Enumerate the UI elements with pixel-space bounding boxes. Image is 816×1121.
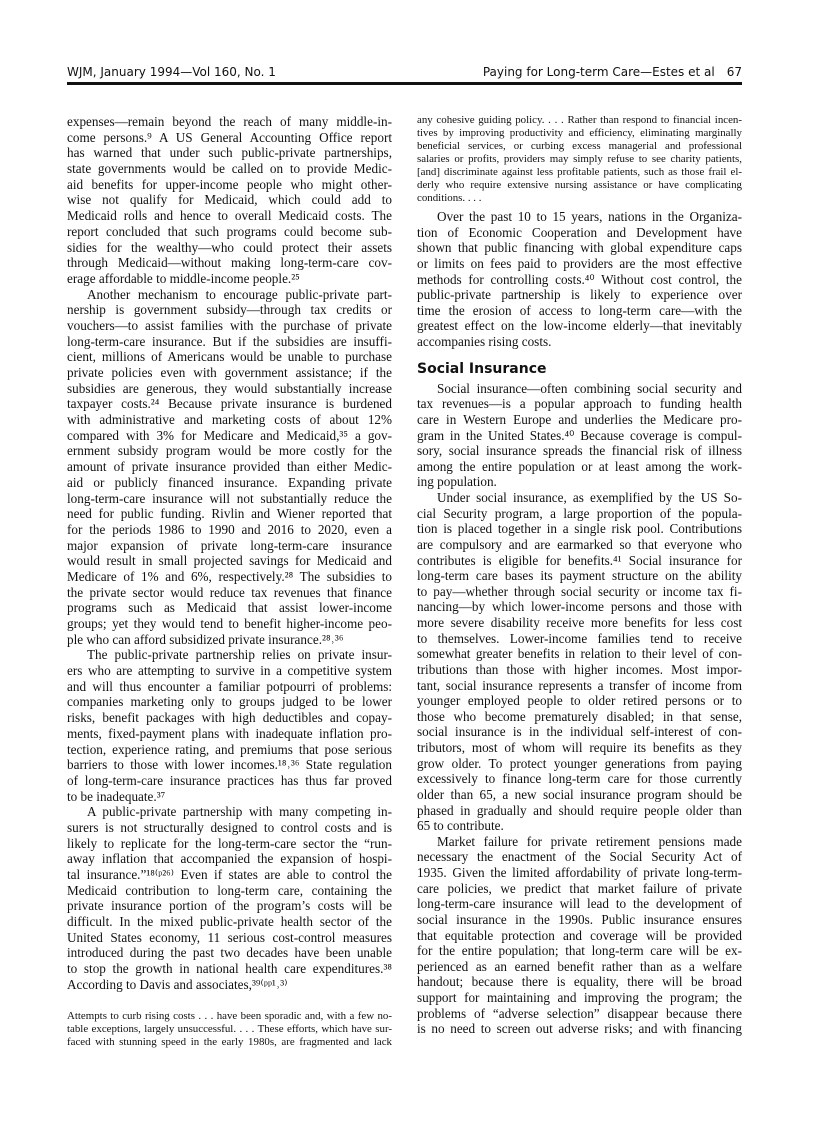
- text-line: of long-term-care insurance practices has thus far proved: [67, 772, 392, 788]
- text-line: has warned that under such public-private partnerships,: [67, 145, 392, 161]
- text-line: is no need to screen out adverse risks; and with financing: [417, 1021, 742, 1037]
- text-line: wise not qualify for Medicaid, which could add to: [67, 192, 392, 208]
- text-line: tal insurance.”¹⁸⁽ᵖ²⁶⁾ Even if states are able to control the: [67, 867, 392, 882]
- paragraph: [67, 804, 392, 992]
- running-header-article: Paying for Long-term Care—Estes et al: [482, 65, 715, 79]
- text-line: perienced as an earned benefit rather than as a welfare: [417, 958, 742, 974]
- text-line: through Medicaid—without making long-term-care cov-: [67, 255, 392, 271]
- text-line: report concluded that such programs could become sub-: [67, 223, 392, 239]
- paragraph: [417, 381, 742, 490]
- text-line: shown that public financing with global expenditure caps: [417, 240, 742, 256]
- text-line: tant, social insurance represents a transfer of income from: [417, 677, 742, 693]
- text-line: long-term-care insurance. But if the subsidies are insuffi-: [67, 333, 392, 349]
- text-line: surers is not structurally designed to control costs and is: [67, 819, 392, 835]
- text-line: A public-private partnership with many competing in-: [87, 804, 392, 820]
- text-line: for the periods 1986 to 1990 and 2016 to 2020, even a: [67, 521, 392, 537]
- text-line: greatest effect on the low-income elderly—that inevitably: [417, 318, 742, 334]
- text-line: younger employed people to older retired persons or to: [417, 693, 742, 709]
- text-line: support for maintaining and improving the program; the: [417, 990, 742, 1005]
- text-line: expenses—remain beyond the reach of many middle-in-: [67, 114, 392, 129]
- text-line: methods for controlling costs.⁴⁰ Without cost control, the: [417, 271, 742, 287]
- text-line: aid benefits for upper-income people who might other-: [67, 176, 392, 192]
- text-line: faced with stunning speed in the early 1980s, are fragmented and lack: [67, 1035, 392, 1048]
- paragraph: [67, 114, 392, 287]
- text-line: need for public funding. Rivlin and Wiener reported that: [67, 506, 392, 522]
- paragraph: [67, 287, 392, 648]
- text-line: subsidies are generous, they would substantially increase: [67, 380, 392, 396]
- text-line: aid or publicly financed insurance. Expanding private: [67, 474, 392, 490]
- text-line: barriers to those with lower incomes.¹⁸˒³⁶ State regulation: [67, 757, 392, 773]
- text-line: ernment subsidy program would be more costly for the: [67, 443, 392, 459]
- page-number: 67: [726, 65, 742, 79]
- text-line: necessary the enactment of the Social Security Act of: [417, 849, 742, 865]
- text-line: to themselves. Lower-income families tend to receive: [417, 630, 742, 646]
- text-line: contributes is eligible for benefits.⁴¹ Social insurance for: [417, 552, 742, 568]
- paragraph: [417, 490, 742, 834]
- text-line: care in Western Europe and underlies the Medicare pro-: [417, 411, 742, 427]
- text-line: Medicaid rolls and hence to overall Medicaid costs. The: [67, 208, 392, 224]
- text-line: any cohesive guiding policy. . . . Rather than respond to financial incen-: [417, 114, 742, 126]
- text-line: likely to replicate for the long-term-care sector the “run-: [67, 835, 392, 851]
- text-line: The public-private partnership relies on private insur-: [87, 647, 392, 663]
- text-line: time the erosion of access to long-term care—with the: [417, 302, 742, 318]
- text-line: problems of “adverse selection” disappear because there: [417, 1005, 742, 1021]
- text-line: are compulsory and are earmarked so that everyone who: [417, 536, 742, 552]
- text-line: social insurance in the 1990s. Public insurance ensures: [417, 911, 742, 927]
- text-line: phased in gradually and should require people older than: [417, 802, 742, 818]
- text-line: difficult. In the mixed public-private health sector of the: [67, 914, 392, 930]
- text-line: salaries or profits, providers may simply refuse to see charity patients,: [417, 153, 742, 165]
- text-line: erage affordable to middle-income people.²⁵: [67, 270, 300, 286]
- text-line: grow older. To protect younger generations from paying: [417, 755, 742, 771]
- text-line: amount of private insurance provided than either Medic-: [67, 459, 392, 475]
- text-line: tributions than those with higher incomes. Most impor-: [417, 661, 742, 677]
- running-header-title: [483, 64, 742, 80]
- text-line: care policies, we predict that market failure of private: [417, 880, 742, 896]
- text-line: tax revenues—is a popular approach to funding health: [417, 396, 742, 412]
- text-line: long-term care bases its payment structure on the ability: [417, 568, 742, 584]
- text-line: introduced during the past two decades have been unable: [67, 945, 392, 961]
- text-line: those who become prematurely disabled; in that sense,: [417, 708, 742, 724]
- text-line: tection, experience rating, and premiums that pose serious: [67, 741, 392, 757]
- text-line: tributors, most of whom will require its benefits as they: [417, 740, 742, 755]
- text-line: Another mechanism to encourage public-private part-: [87, 286, 392, 302]
- text-line: risks, benefit packages with high deductibles and copay-: [67, 710, 392, 726]
- text-line: nership is government subsidy—through tax credits or: [67, 302, 392, 318]
- text-line: long-term-care insurance will not substantially reduce the: [67, 490, 392, 506]
- text-line: Market failure for private retirement pensions made: [437, 833, 742, 849]
- text-line: taxpayer costs.²⁴ Because private insurance is burdened: [67, 396, 392, 412]
- text-line: nancing—by which lower-income persons and those with: [417, 599, 742, 615]
- text-line: come persons.⁹ A US General Accounting Office report: [67, 129, 392, 145]
- text-line: derly who require extensive nursing assistance or have complicating: [417, 179, 742, 191]
- text-line: to be inadequate.³⁷: [67, 788, 166, 804]
- text-line: compared with 3% for Medicare and Medicaid,³⁵ a gov-: [67, 427, 392, 443]
- text-line: sidies for the wealthy—who could protect their assets: [67, 239, 392, 255]
- text-line: beneficial services, or curbing excess managerial and professional: [417, 140, 742, 152]
- paragraph: [417, 209, 742, 350]
- text-line: for the entire population; that long-term care will be ex-: [417, 943, 742, 959]
- text-line: 65 to contribute.: [417, 818, 504, 834]
- text-line: table exceptions, largely unsuccessful. . . . These efforts, which have sur-: [67, 1022, 392, 1035]
- block-quote: [417, 114, 742, 205]
- text-line: ple who can afford subsidized private insurance.²⁸˒³⁶: [67, 631, 344, 647]
- text-line: excessively to finance long-term care for those currently: [417, 771, 742, 787]
- text-line: [and] discriminate against less profitable patients, such as those frail el-: [417, 166, 742, 178]
- text-line: handout; because there is equality, there will be broad: [417, 974, 742, 990]
- paragraph: [417, 834, 742, 1037]
- text-line: that equitable protection and coverage will be provided: [417, 927, 742, 943]
- text-line: tion of Economic Cooperation and Development have: [417, 224, 742, 240]
- text-line: more severe disability receive more benefits for less cost: [417, 615, 742, 630]
- text-line: away inflation that accompanied the expansion of hospi-: [67, 851, 392, 867]
- text-line: 1935. Given the limited affordability of private long-term-: [417, 865, 742, 880]
- text-line: accompanies rising costs.: [417, 334, 552, 349]
- text-line: According to Davis and associates,³⁹⁽ᵖᵖ¹˒³⁾: [67, 976, 288, 992]
- text-line: private insurance portion of the program’s costs will be: [67, 898, 392, 914]
- text-line: or limits on fees paid to providers are the most effective: [417, 255, 742, 271]
- text-line: ers who are attempting to survive in a competitive system: [67, 663, 392, 679]
- text-line: Attempts to curb rising costs . . . have been sporadic and, with a few no-: [67, 1009, 392, 1022]
- left-column: [67, 114, 392, 1049]
- text-line: ing population.: [417, 474, 497, 490]
- text-line: public-private partnership is likely to experience over: [417, 287, 742, 303]
- text-line: state governments would be called on to provide Medic-: [67, 161, 392, 177]
- text-line: Over the past 10 to 15 years, nations in the Organiza-: [437, 209, 742, 224]
- text-line: to stop the growth in national health care expenditures.³⁸: [67, 961, 392, 977]
- running-header-journal: WJM, January 1994—Vol 160, No. 1: [67, 65, 276, 79]
- text-line: ments, fixed-payment plans with inadequate inflation pro-: [67, 725, 392, 741]
- text-line: groups; yet they would tend to benefit higher-income peo-: [67, 616, 392, 631]
- text-line: to pay—whether through social security or income tax fi-: [417, 583, 742, 599]
- text-line: Under social insurance, as exemplified by the US So-: [437, 490, 742, 505]
- text-line: somewhat greater benefits in relation to their level of con-: [417, 646, 742, 662]
- text-line: Medicare of 1% and 6%, respectively.²⁸ The subsidies to: [67, 568, 392, 584]
- text-line: private policies even with government assistance; if the: [67, 365, 392, 380]
- text-line: social insurance is in the individual self-interest of con-: [417, 724, 742, 740]
- text-line: gram in the United States.⁴⁰ Because coverage is compul-: [417, 427, 742, 443]
- text-line: long-term-care insurance will lead to the development of: [417, 896, 742, 912]
- text-line: major expansion of private long-term-care insurance: [67, 537, 392, 553]
- text-line: Medicaid contribution to long-term care, containing the: [67, 882, 392, 898]
- text-line: with administrative and marketing costs of about 12%: [67, 412, 392, 428]
- text-line: older than 65, a new social insurance program should be: [417, 786, 742, 802]
- block-quote: [67, 1010, 392, 1049]
- text-line: among the entire population or at least among the work-: [417, 458, 742, 474]
- text-line: and will thus encounter a familiar potpourri of problems:: [67, 678, 392, 694]
- text-line: tion is placed together in a single risk pool. Contributions: [417, 521, 742, 537]
- text-line: cient, millions of Americans would be unable to purchase: [67, 349, 392, 365]
- paragraph: [67, 647, 392, 804]
- text-line: Social insurance—often combining social security and: [437, 380, 742, 396]
- header-rule: [67, 82, 742, 85]
- section-heading: Social Insurance: [417, 360, 547, 377]
- text-line: conditions. . . .: [417, 192, 482, 204]
- text-line: sory, social insurance spreads the financial risk of illness: [417, 443, 742, 459]
- text-line: the private sector would reduce tax revenues that finance: [67, 584, 392, 600]
- text-line: companies marketing only to groups judged to be lower: [67, 694, 392, 710]
- text-line: would result in small projected savings for Medicaid and: [67, 553, 392, 569]
- text-line: cial Security program, a large proportion of the popula-: [417, 505, 742, 521]
- right-column: [417, 114, 742, 1037]
- text-line: vouchers—to assist families with the purchase of private: [67, 317, 392, 333]
- text-line: programs such as Medicaid that assist lower-income: [67, 600, 392, 616]
- text-line: tives by improving productivity and efficiency, eliminating marginally: [417, 127, 742, 139]
- text-line: United States economy, 11 serious cost-control measures: [67, 929, 392, 945]
